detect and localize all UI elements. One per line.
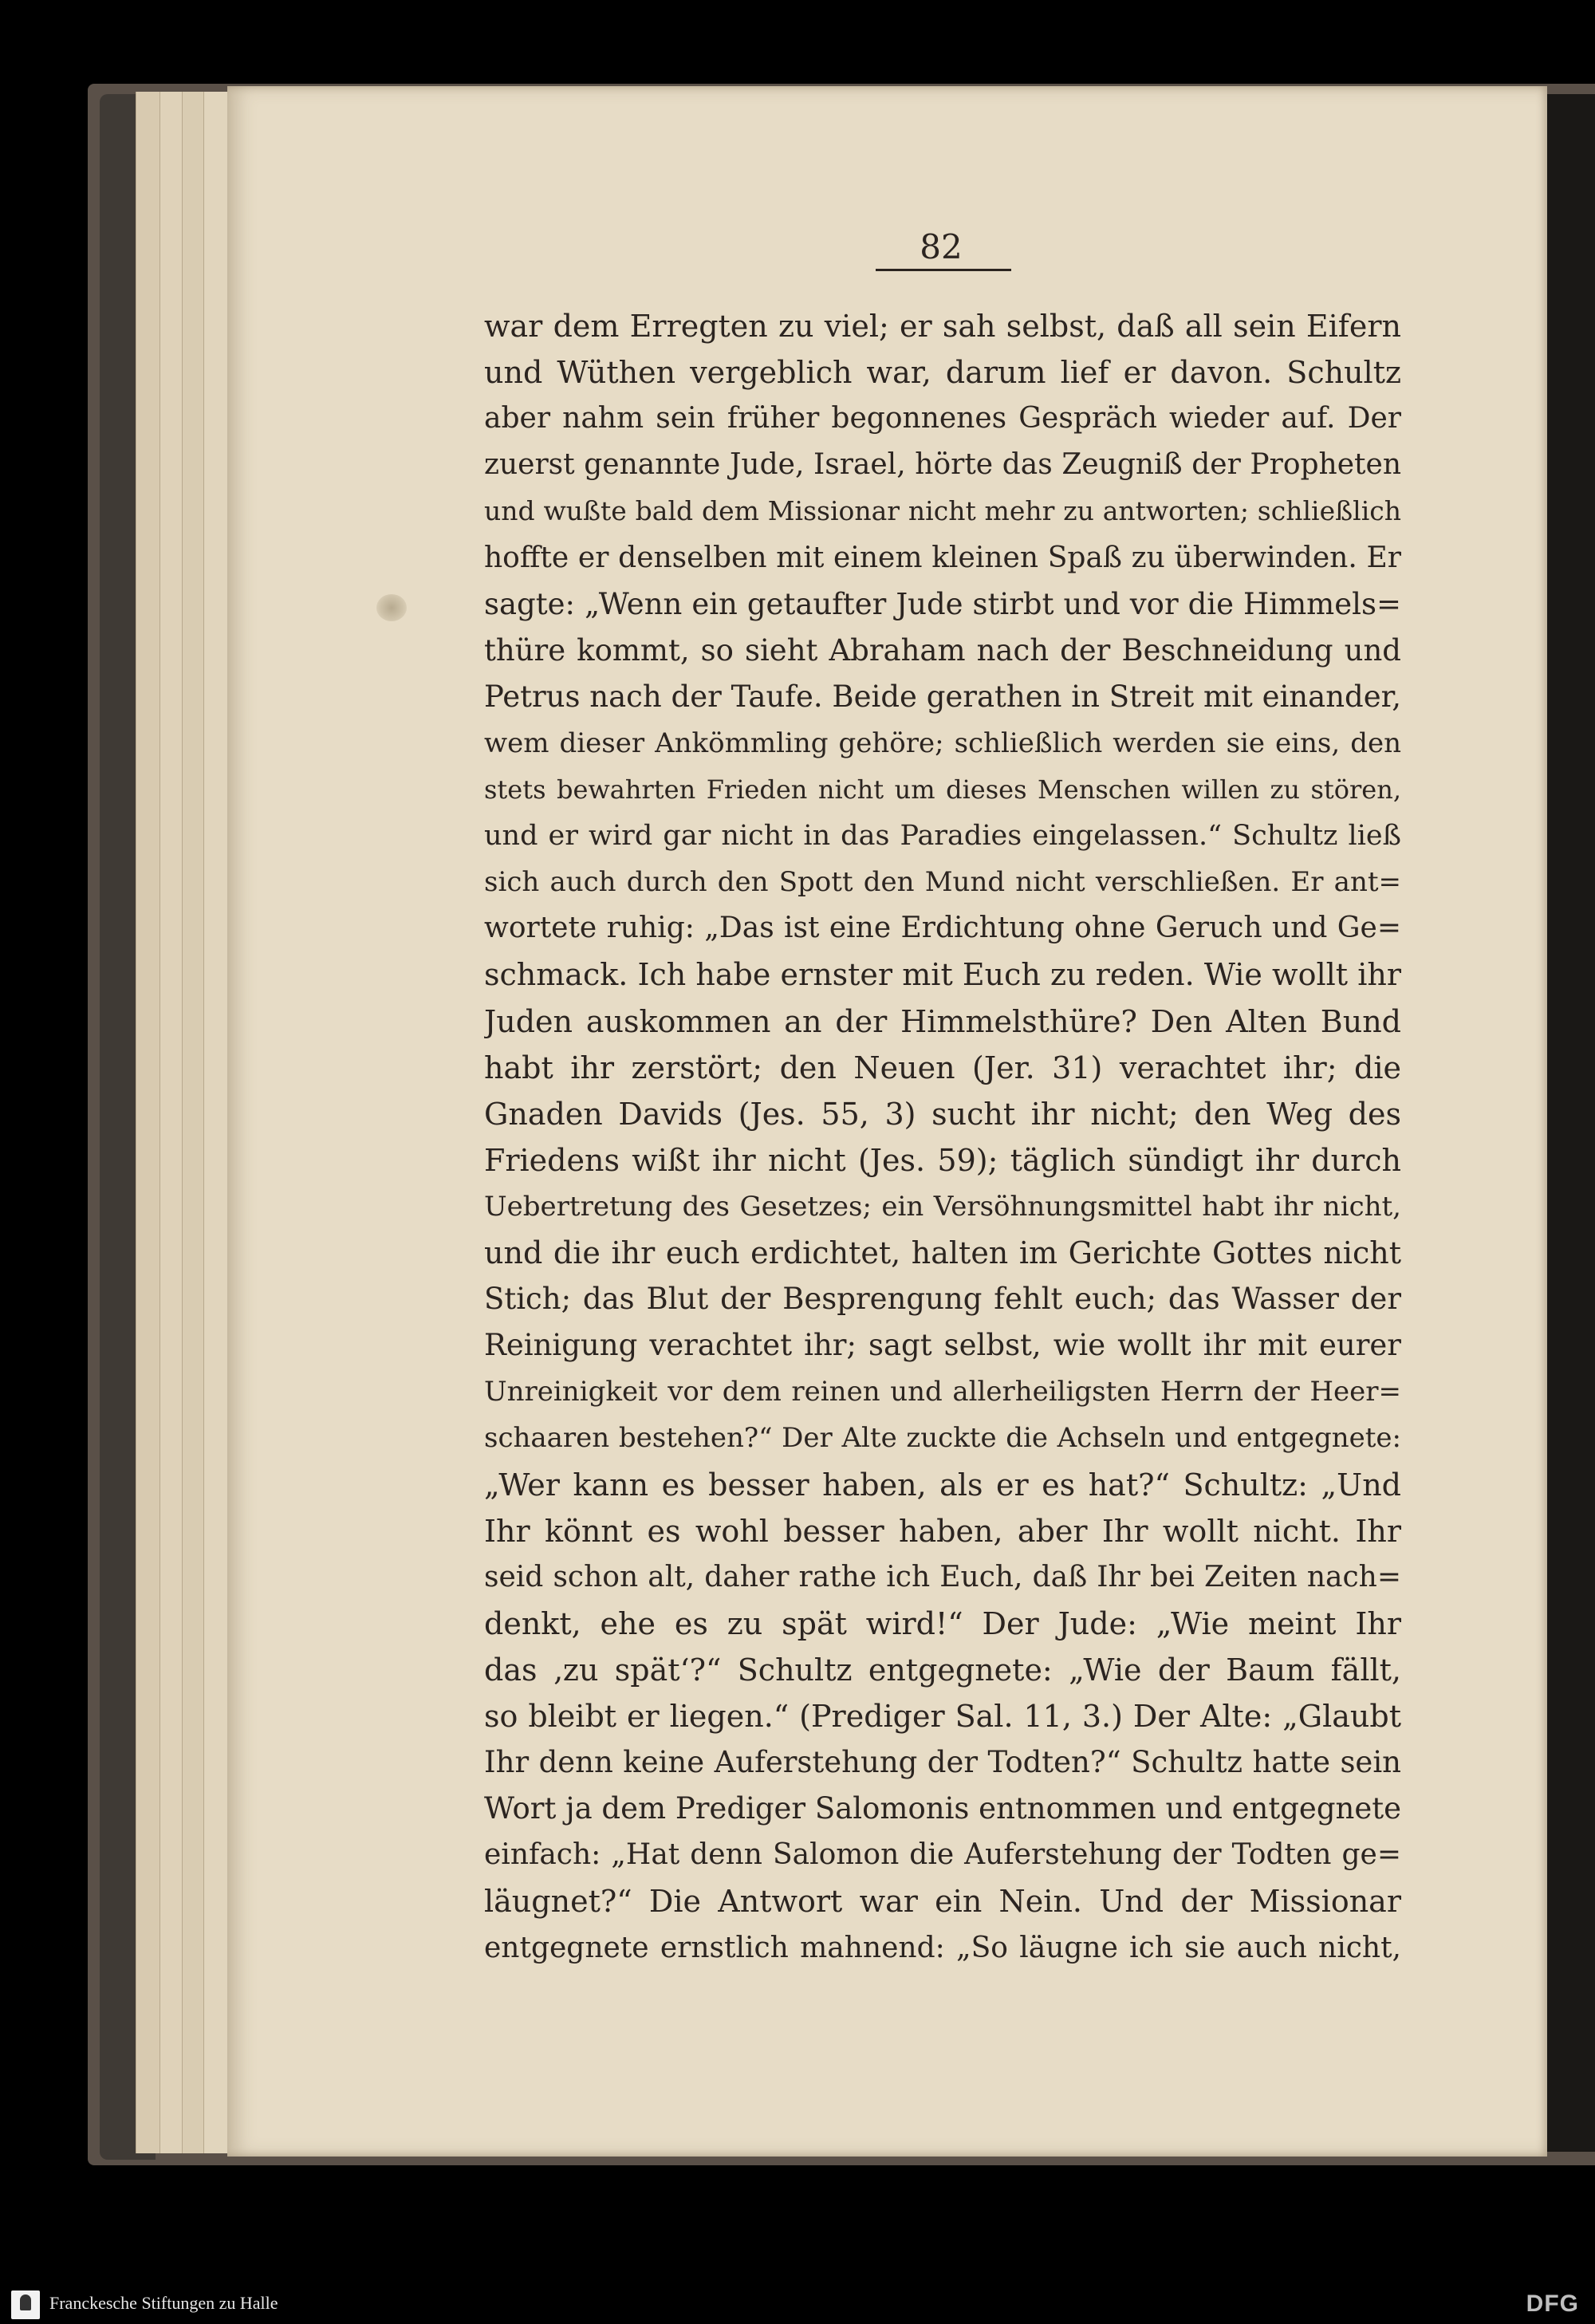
right-page-edge: [1547, 94, 1595, 2152]
text-line: Wort ja dem Prediger Salomonis entnommen und entgegnete: [484, 1791, 1401, 1826]
text-line: Friedens wißt ihr nicht (Jes. 59); täglich sündigt ihr durch: [484, 1142, 1401, 1178]
text-line: war dem Erregten zu viel; er sah selbst, daß all sein Eifern: [484, 309, 1401, 344]
text-line: Ihr könnt es wohl besser haben, aber Ihr wollt nicht. Ihr: [484, 1513, 1401, 1549]
text-line: Stich; das Blut der Besprengung fehlt euch; das Wasser der: [484, 1282, 1401, 1317]
text-line: zuerst genannte Jude, Israel, hörte das Zeugniß der Propheten: [484, 448, 1401, 482]
text-line: und er wird gar nicht in das Paradies eingelassen.“ Schultz ließ: [484, 820, 1401, 853]
text-line: schaaren bestehen?“ Der Alte zuckte die Achseln und entgegnete:: [484, 1422, 1401, 1455]
institution-logo-icon: [11, 2291, 40, 2319]
text-line: seid schon alt, daher rathe ich Euch, daß Ihr bei Zeiten nach=: [484, 1560, 1401, 1593]
text-line: Reinigung verachtet ihr; sagt selbst, wie wollt ihr mit eurer: [484, 1328, 1401, 1363]
page-number: 82: [920, 227, 963, 266]
text-line: entgegnete ernstlich mahnend: „So läugne ich sie auch nicht,: [484, 1931, 1401, 1964]
text-line: Petrus nach der Taufe. Beide gerathen in Streit mit einander,: [484, 679, 1401, 714]
text-line: und wußte bald dem Missionar nicht mehr zu antworten; schließlich: [484, 495, 1401, 527]
text-line: schmack. Ich habe ernster mit Euch zu reden. Wie wollt ihr: [484, 957, 1401, 993]
dfg-logo: DFG: [1526, 2291, 1579, 2317]
text-line: denkt, ehe es zu spät wird!“ Der Jude: „Wie meint Ihr: [484, 1605, 1401, 1641]
text-line: und Wüthen vergeblich war, darum lief er davon. Schultz: [484, 355, 1401, 391]
text-line: thüre kommt, so sieht Abraham nach der Beschneidung und: [484, 632, 1401, 668]
text-line: läugnet?“ Die Antwort war ein Nein. Und der Missionar: [484, 1884, 1401, 1920]
text-line: einfach: „Hat denn Salomon die Auferstehung der Todten ge=: [484, 1838, 1401, 1872]
text-line: „Wer kann es besser haben, als er es hat?“ Schultz: „Und: [484, 1467, 1401, 1503]
text-line: aber nahm sein früher begonnenes Gespräch wieder auf. Der: [484, 402, 1401, 435]
text-line: Gnaden Davids (Jes. 55, 3) sucht ihr nicht; den Weg des: [484, 1096, 1401, 1132]
text-line: Ihr denn keine Auferstehung der Todten?“ Schultz hatte sein: [484, 1745, 1401, 1780]
text-line: habt ihr zerstört; den Neuen (Jer. 31) verachtet ihr; die: [484, 1050, 1401, 1085]
text-line: stets bewahrten Frieden nicht um dieses Menschen willen zu stören,: [484, 774, 1401, 805]
footer-institution: Franckesche Stiftungen zu Halle: [49, 2293, 278, 2313]
text-line: wortete ruhig: „Das ist eine Erdichtung ohne Geruch und Ge=: [484, 912, 1401, 945]
paper-stain: [376, 594, 407, 621]
text-line: so bleibt er liegen.“ (Prediger Sal. 11, 3.) Der Alte: „Glaubt: [484, 1699, 1401, 1734]
text-line: das ‚zu spät‘?“ Schultz entgegnete: „Wie der Baum fällt,: [484, 1652, 1401, 1688]
text-line: wem dieser Ankömmling gehöre; schließlich werden sie eins, den: [484, 727, 1401, 759]
text-line: und die ihr euch erdichtet, halten im Gerichte Gottes nicht: [484, 1235, 1401, 1270]
text-line: Uebertretung des Gesetzes; ein Versöhnungsmittel habt ihr nicht,: [484, 1190, 1401, 1223]
text-line: Unreinigkeit vor dem reinen und allerheiligsten Herrn der Heer=: [484, 1376, 1401, 1408]
text-line: hoffte er denselben mit einem kleinen Spaß zu überwinden. Er: [484, 541, 1401, 574]
text-line: Juden auskommen an der Himmelsthüre? Den Alten Bund: [484, 1003, 1401, 1039]
text-line: sagte: „Wenn ein getaufter Jude stirbt und vor die Himmels=: [484, 586, 1401, 621]
header-rule: [876, 269, 1011, 271]
text-line: sich auch durch den Spott den Mund nicht verschließen. Er ant=: [484, 866, 1401, 899]
